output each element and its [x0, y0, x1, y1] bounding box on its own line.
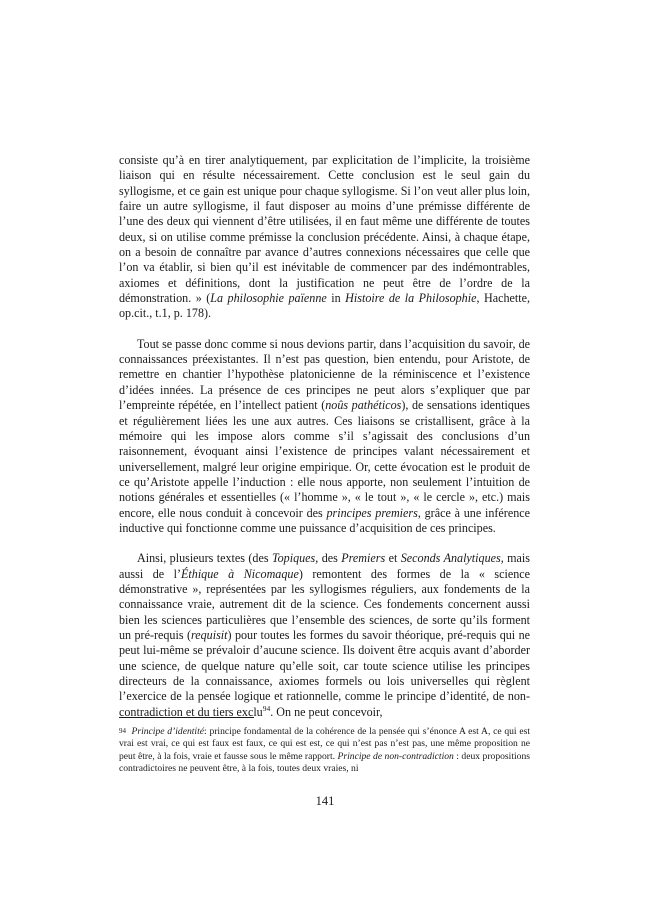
italic-title: Histoire de la Philosophie [345, 291, 477, 306]
body-text [119, 153, 530, 720]
italic-term: Principe d’identité [131, 726, 205, 737]
footnote-reference[interactable]: 94 [262, 703, 271, 713]
paragraph-1: consiste qu’à en tirer analytiquement, par explicitation de l’implicite, la troisième liaison qui en résulte nécessairement. Cette conclusion est le seul gain du syllogisme, et ce gain est unique pour chaque syllogisme. Si l’on veut aller plus loin, faire un autre syllogisme, il faut disposer au moins d’une prémisse différente de l’une des deux qui viennent d’être utilisées, il en faut même une différente de toutes deux, si on utilise comme prémisse la conclusion précédente. Ainsi, à chaque étape, on a besoin de connaître par avance d’autres connexions nécessaires que celle que l’on va établir, si bien qu’il est inévitable de commencer par des indémontrables, axiomes et définitions, dont la justification ne peut être de l’ordre de la démonstration. » (La philosophie païenne in Histoire de la Philosophie, Hachette, op.cit., t.1, p. 178). [119, 153, 530, 321]
footnote: $^{94}$ Principe d’identité: principe fondamental de la cohérence de la pensée qui s’énonce A est A, ce qui est vrai est vrai, ce qui est faux est faux, ce qui est est, ce qui n’est pas n’est pas, une même proposition ne peut être, à la fois, vraie et fausse sous le même rapport. Principe de non-contradiction : deux propositions contradictoires ne peuvent être, à la fois, toutes deux vraies, ni [119, 726, 530, 775]
italic-term: Principe de non-contradiction [337, 750, 454, 762]
italic-term: requisit [190, 627, 228, 642]
paragraph-3: Ainsi, plusieurs textes (des Topiques, des Premiers et Seconds Analytiques, mais aussi de l’Éthique à Nicomaque) remontent des formes de la « science démonstrative », représentées par les syllogismes réguliers, aux fondements de la connaissance vraie, autrement dit de la science. Ces fondements concernent aussi bien les sciences particulières que l’ensemble des sciences, de sorte qu’ils forment un pré-requis (requisit) pour toutes les formes du savoir théorique, pré-requis qui ne peut lui-même se prévaloir d’aucune science. Ils doivent être acquis avant d’aborder une science, de quelque nature qu’elle soit, car toute science utilise les principes directeurs de la connaissance, axiomes formels ou lois universelles qui règlent l’exercice de la pensée logique et rationnelle, comme le principe d’identité, de non-contradiction et du tiers exclu$^{94}$. On ne peut concevoir, [119, 551, 530, 719]
italic-title: Topiques, [272, 551, 319, 566]
italic-title: Éthique à Nicomaque [181, 566, 299, 581]
page-number: 141 [315, 794, 335, 808]
italic-term: principes premiers [326, 505, 418, 520]
italic-title: Premiers [341, 551, 386, 566]
italic-title: Seconds Analytiques, [400, 551, 504, 566]
paragraph-2: Tout se passe donc comme si nous devions partir, dans l’acquisition du savoir, de connaissances préexistantes. Il n’est pas question, bien entendu, pour Aristote, de remettre en chantier l’hypothèse platonicienne de la réminiscence et l’existence d’idées innées. La présence de ces principes ne peut alors s’expliquer que par l’empreinte répétée, en l’intellect patient (noûs pathéticos), de sensations identiques et régulièrement liées les une aux autres. Ces liaisons se cristallisent, grâce à la mémoire qui les impose alors comme s’il s’agissait des conclusions d’un raisonnement, évoquant ainsi l’existence de principes valant nécessairement et universellement, malgré leur origine empirique. Or, cette évocation est le produit de ce qu’Aristote appelle l’induction : elle nous apporte, non seulement l’intuition de notions générales et essentielles (« l’homme », « le tout », « le cercle », etc.) mais encore, elle nous conduit à concevoir des principes premiers, grâce à une inférence inductive qui fonctionne comme une puissance d’acquisition de ces principes. [119, 336, 530, 535]
italic-title: La philosophie païenne [210, 291, 327, 306]
footnote-divider [119, 717, 254, 718]
footnote-number: 94 [119, 727, 126, 735]
italic-term: noûs pathéticos [325, 398, 402, 413]
